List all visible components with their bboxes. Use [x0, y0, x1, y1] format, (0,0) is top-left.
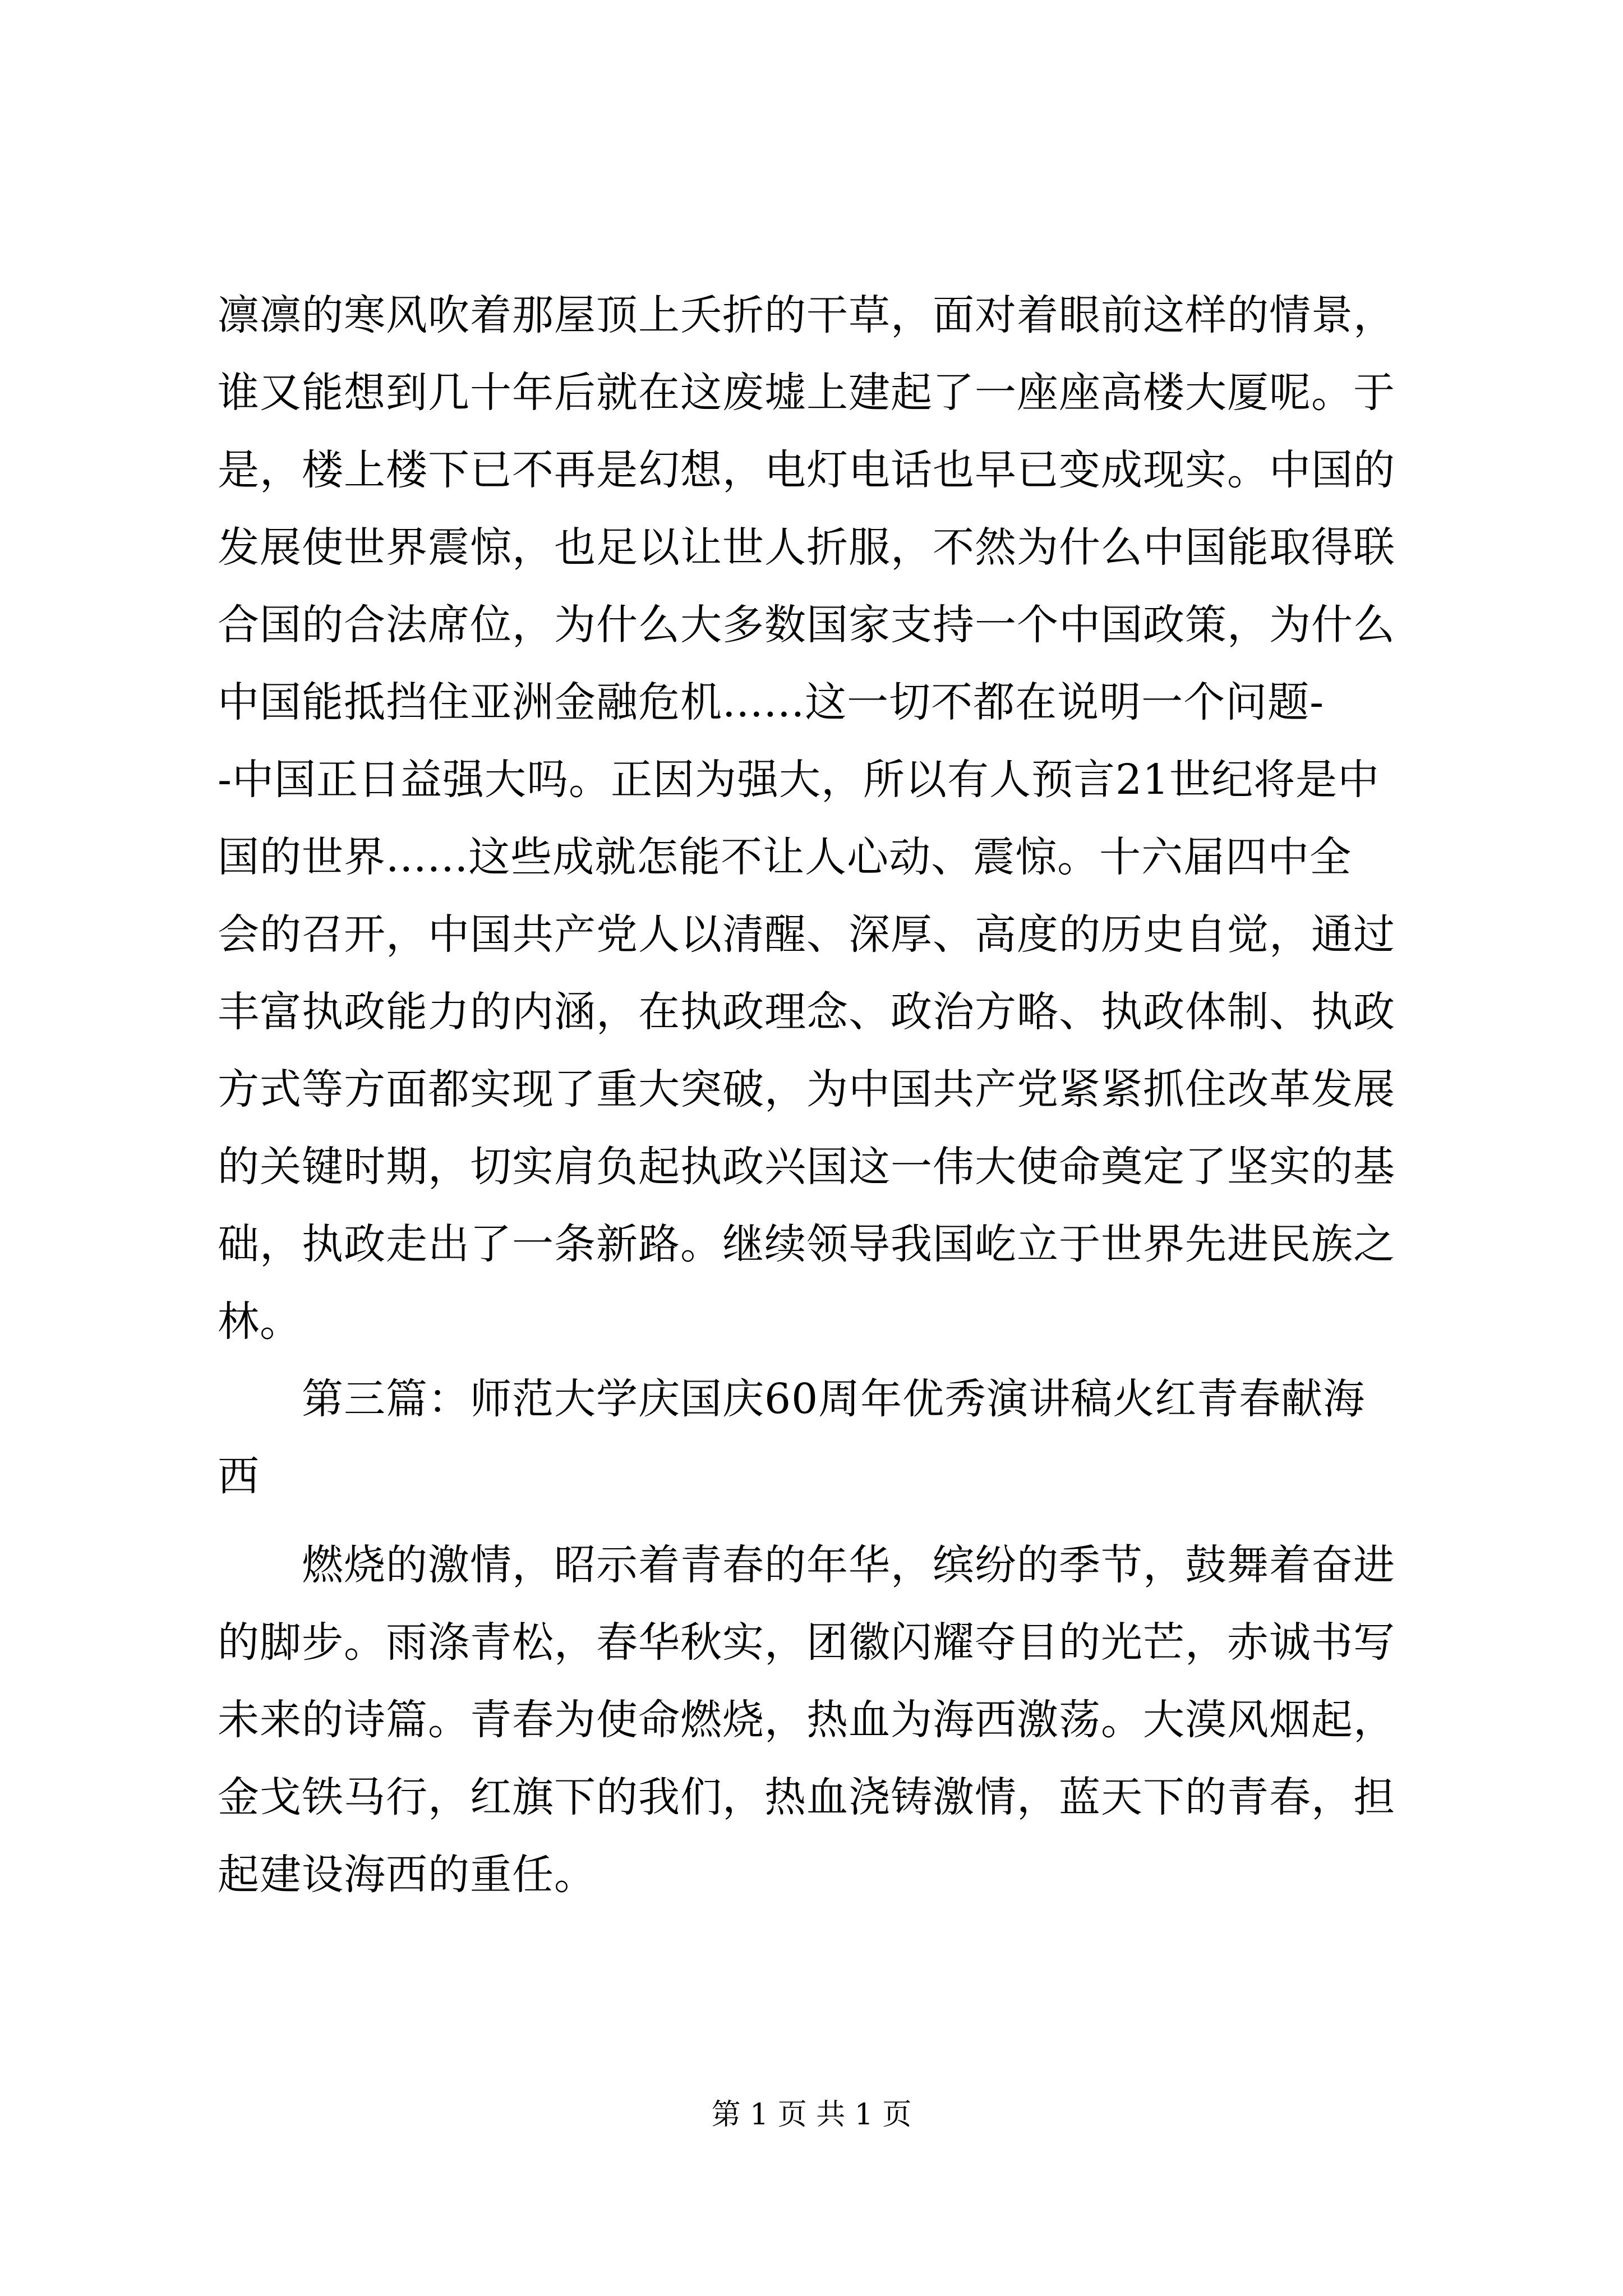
- text-line: 燃烧的激情，昭示着青春的年华，缤纷的季节，鼓舞着奋进: [302, 1541, 1395, 1589]
- text-line: 起建设海西的重任。: [218, 1851, 596, 1899]
- text-line: -中国正日益强大吗。正因为强大，所以有人预言21世纪将是中: [218, 756, 1380, 804]
- text-line: 丰富执政能力的内涵，在执政理念、政治方略、执政体制、执政: [218, 988, 1395, 1036]
- text-line: 林。: [218, 1297, 302, 1346]
- section-heading-continued: 西: [218, 1452, 260, 1501]
- text-line: 中国能抵挡住亚洲金融危机......这一切不都在说明一个问题-: [218, 678, 1325, 726]
- section-heading: 第三篇：师范大学庆国庆60周年优秀演讲稿火红青春献海: [302, 1375, 1366, 1423]
- text-line: 合国的合法席位，为什么大多数国家支持一个中国政策，为什么: [218, 601, 1395, 649]
- text-line: 的脚步。雨涤青松，春华秋实，团徽闪耀夺目的光芒，赤诚书写: [218, 1618, 1395, 1667]
- text-line: 谁又能想到几十年后就在这废墟上建起了一座座高楼大厦呢。于: [218, 369, 1395, 417]
- text-line: 础，执政走出了一条新路。继续领导我国屹立于世界先进民族之: [218, 1220, 1395, 1268]
- text-line: 国的世界......这些成就怎能不让人心动、震惊。十六届四中全: [218, 833, 1352, 881]
- text-line: 方式等方面都实现了重大突破，为中国共产党紧紧抓住改革发展: [218, 1065, 1395, 1114]
- text-line: 发展使世界震惊，也足以让世人折服，不然为什么中国能取得联: [218, 523, 1395, 572]
- text-line: 凛凛的寒风吹着那屋顶上夭折的干草，面对着眼前这样的情景，: [218, 291, 1395, 339]
- text-line: 金戈铁马行，红旗下的我们，热血浇铸激情，蓝天下的青春，担: [218, 1773, 1395, 1821]
- text-line: 会的召开，中国共产党人以清醒、深厚、高度的历史自觉，通过: [218, 910, 1395, 959]
- page-number-footer: 第 1 页 共 1 页: [711, 2098, 912, 2132]
- text-line: 未来的诗篇。青春为使命燃烧，热血为海西激荡。大漠风烟起，: [218, 1696, 1395, 1744]
- text-line: 的关键时期，切实肩负起执政兴国这一伟大使命奠定了坚实的基: [218, 1143, 1395, 1191]
- text-line: 是，楼上楼下已不再是幻想，电灯电话也早已变成现实。中国的: [218, 446, 1395, 494]
